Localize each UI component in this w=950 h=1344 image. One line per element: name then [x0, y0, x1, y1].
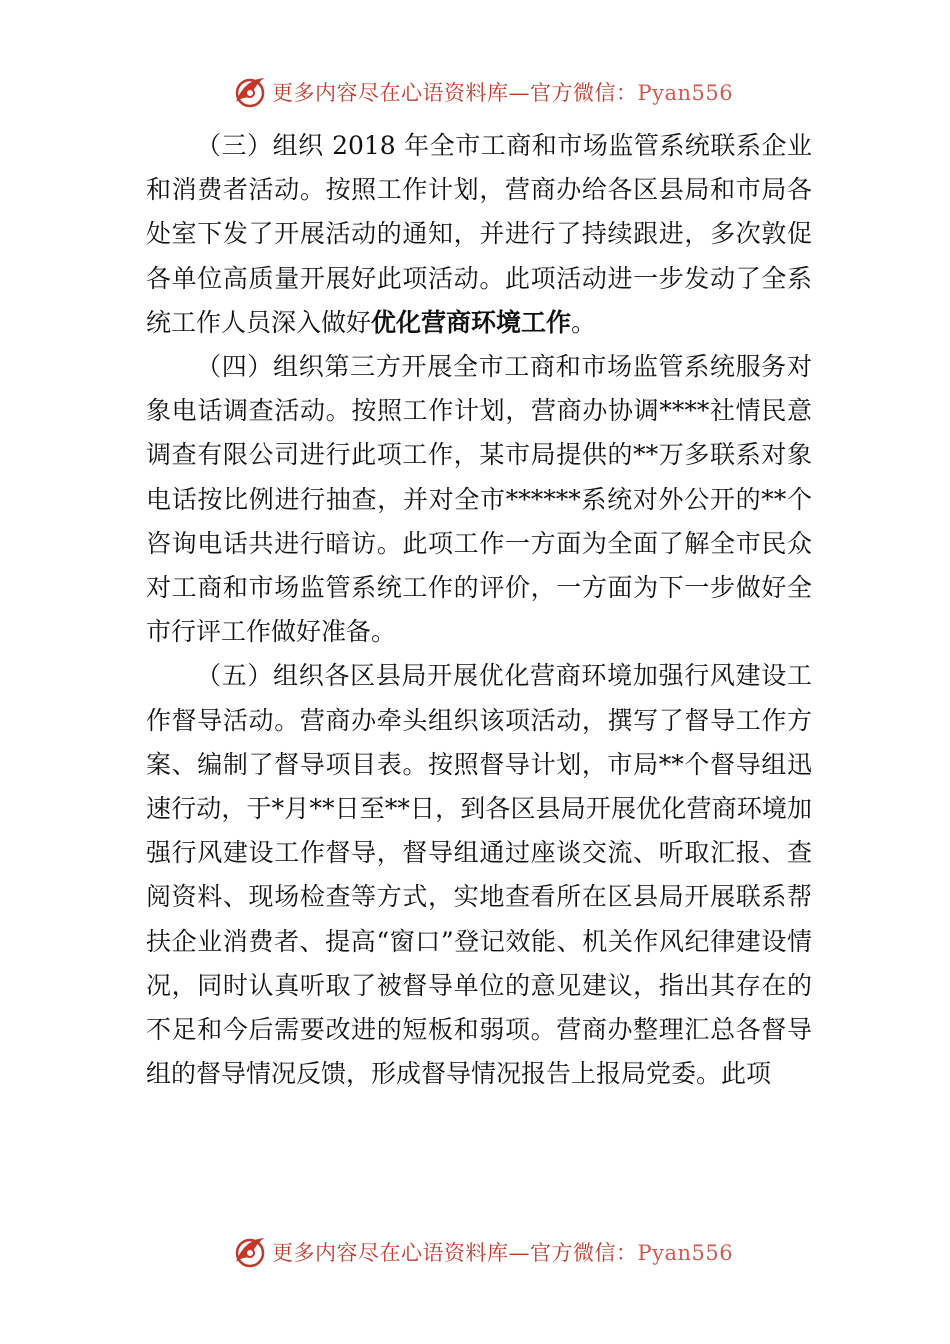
banner-text: 更多内容尽在心语资料库—官方微信：Pyan556 — [272, 81, 734, 105]
header-banner — [230, 72, 750, 112]
logo-icon — [230, 72, 270, 112]
footer-banner — [230, 1232, 750, 1272]
banner-contact: Pyan556 — [637, 81, 734, 105]
paragraph-3: （三）组织 2018 年全市工商和市场监管系统联系企业和消费者活动。按照工作计划，营商办给各区县局和市局各处室下发了开展活动的通知，并进行了持续跟进，多次敦促各单位高质量开展好此项活动。此项活动进一步发动了全系统工作人员深入做好优化营商环境工作。 — [146, 131, 812, 337]
paragraph-4: （四）组织第三方开展全市工商和市场监管系统服务对象电话调查活动。按照工作计划，营商办协调****社情民意调查有限公司进行此项工作，某市局提供的**万多联系对象电话按比例进行抽查，并对全市******系统对外公开的**个咨询电话共进行暗访。此项工作一方面为全面了解全市民众对工商和市场监管系统工作的评价，一方面为下一步做好全市行评工作做好准备。 — [146, 352, 812, 647]
banner-contact: Pyan556 — [637, 1241, 734, 1265]
banner-text: 更多内容尽在心语资料库—官方微信：Pyan556 — [272, 1241, 734, 1265]
paragraph-5: （五）组织各区县局开展优化营商环境加强行风建设工作督导活动。营商办牵头组织该项活动，撰写了督导工作方案、编制了督导项目表。按照督导计划，市局**个督导组迅速行动，于*月**日至**日，到各区县局开展优化营商环境加强行风建设工作督导，督导组通过座谈交流、听取汇报、查阅资料、现场检查等方式，实地查看所在区县局开展联系帮扶企业消费者、提高“窗口”登记效能、机关作风纪律建设情况，同时认真听取了被督导单位的意见建议，指出其存在的不足和今后需要改进的短板和弱项。营商办整理汇总各督导组的督导情况反馈，形成督导情况报告上报局党委。此项 — [146, 661, 812, 1089]
document-body — [146, 124, 812, 1096]
bold-highlight: 优化营商环境工作 — [371, 307, 572, 337]
logo-icon — [230, 1232, 270, 1272]
